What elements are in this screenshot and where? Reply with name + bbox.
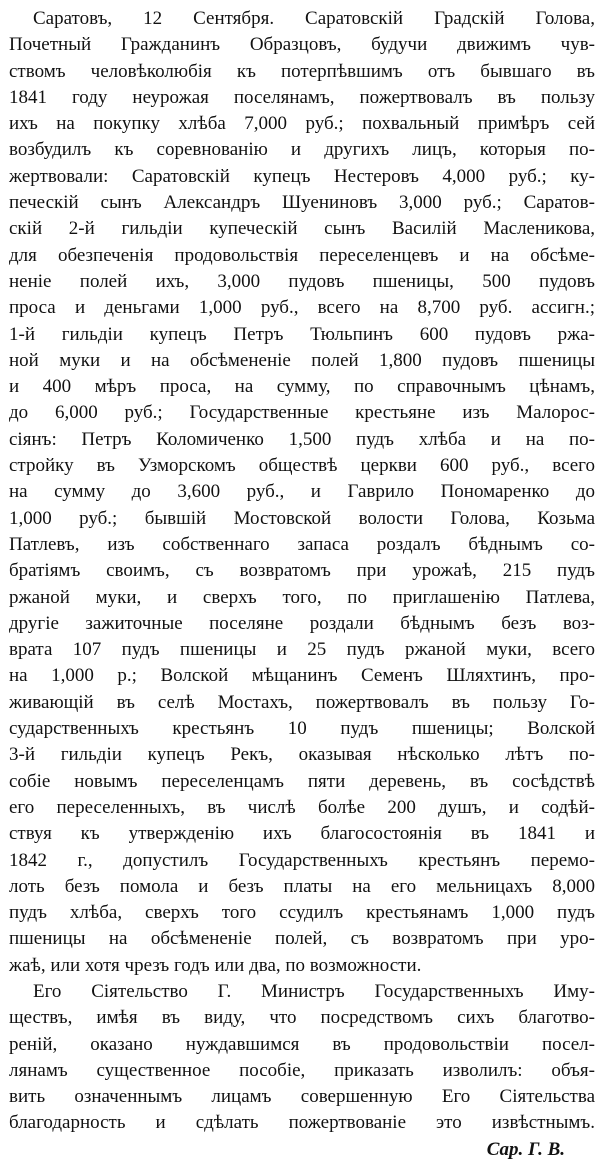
text-line: ржаной муки, и сверхъ того, по приглашенію Патлева, [9,586,595,608]
text-line: и 400 мѣръ проса, на сумму, по справочнымъ цѣнамъ, [9,376,595,398]
text-line: ствуя къ утвержденію ихъ благосостоянія въ 1841 и [9,823,595,845]
text-line: врата 107 пудъ пшеницы и 25 пудъ ржаной муки, всего [9,639,595,661]
text-line: братіямъ своимъ, съ возвратомъ при урожаѣ, 215 пудъ [9,560,595,582]
text-line: ной муки и на обсѣмененіе полей 1,800 пудовъ пшеницы [9,349,595,371]
text-line: скій 2-й гильдіи купеческій сынъ Василій Масленикова, [9,218,595,240]
text-line: для обезпеченія продовольствія переселенцевъ и на обсѣме- [9,244,595,266]
text-line: 1,000 руб.; бывшій Мостовской волости Голова, Козьма [9,507,595,529]
text-line: 1-й гильдіи купецъ Петръ Тюльпинъ 600 пудовъ ржа- [9,323,595,345]
text-line: 1842 г., допустилъ Государственныхъ крестьянъ перемо- [9,849,595,871]
text-line: печескій сынъ Александръ Шуениновъ 3,000 руб.; Саратов- [9,192,595,214]
text-line: на 1,000 р.; Волской мѣщанинъ Семенъ Шляхтинъ, про- [9,665,595,687]
text-line: на сумму до 3,600 руб., и Гаврило Пономаренко до [9,481,595,503]
text-line: 1841 году неурожая поселянамъ, пожертвовалъ въ пользу [9,86,595,108]
text-line: собіе новымъ переселенцамъ пяти деревень, въ сосѣдствѣ [9,770,595,792]
text-line: жертвовали: Саратовскій купецъ Нестеровъ 4,000 руб.; ку- [9,165,595,187]
text-line: Саратовъ, 12 Сентября. Саратовскій Градскій Голова, [33,8,595,29]
text-line: лянамъ существенное пособіе, приказать изволилъ: объя- [9,1059,595,1081]
paragraph-donations [9,6,595,979]
text-line: благодарность и сдѣлать пожертвованіе это извѣстнымъ. [9,1112,595,1134]
text-line: лоть безъ помола и безъ платы на его мельницахъ 8,000 [9,875,595,897]
text-line: жаѣ, или хотя чрезъ годъ или два, по возможности. [9,954,422,976]
text-line: стройку въ Узморскомъ обществѣ церкви 600 руб., всего [9,455,595,477]
text-line: неніе полей ихъ, 3,000 пудовъ пшеницы, 500 пудовъ [9,270,595,292]
text-line: ствомъ человѣколюбія къ потерпѣвшимъ отъ бывшаго въ [9,60,595,82]
text-line: вить означеннымъ лицамъ совершенную Его Сіятельства [9,1086,595,1108]
signature: Сар. Г. В. [486,1138,565,1160]
text-line: Почетный Гражданинъ Образцовъ, будучи движимъ чув- [9,34,595,56]
text-line: сударственныхъ крестьянъ 10 пудъ пшеницы; Волской [9,718,595,740]
text-line: до 6,000 руб.; Государственные крестьяне изъ Малорос- [9,402,595,424]
text-line: сіянъ: Петръ Коломиченко 1,500 пудъ хлѣба и на по- [9,428,595,450]
text-line: ихъ на покупку хлѣба 7,000 руб.; похвальный примѣръ сей [9,113,595,135]
text-line: живающій въ селѣ Мостахъ, пожертвовалъ въ пользу Го- [9,691,595,713]
text-line: реній, оказано нуждавшимся въ продовольствіи посел- [9,1033,595,1055]
text-line: ществъ, имѣя въ виду, что посредствомъ сихъ благотво- [9,1007,595,1029]
text-line: пудъ хлѣба, сверхъ того ссудилъ крестьянамъ 1,000 пудъ [9,902,595,924]
text-line: проса и деньгами 1,000 руб., всего на 8,700 руб. ассигн.; [9,297,595,319]
paragraph-ministry-thanks [9,979,595,1137]
text-line: его переселенныхъ, въ числѣ болѣе 200 душъ, и содѣй- [9,796,595,818]
text-line: Патлевъ, изъ собственнаго запаса роздалъ бѣднымъ со- [9,533,595,555]
text-line: 3-й гильдіи купецъ Рекъ, оказывая нѣсколько лѣтъ по- [9,744,595,766]
text-line: другіе зажиточные поселяне роздали бѣднымъ безъ воз- [9,612,595,634]
text-line: возбудилъ къ соревнованію и другихъ лицъ, которыя по- [9,139,595,161]
text-line: Его Сіятельство Г. Министръ Государственныхъ Иму- [33,980,595,1002]
text-line: пшеницы на обсѣмененіе полей, съ возвратомъ при уро- [9,928,595,950]
